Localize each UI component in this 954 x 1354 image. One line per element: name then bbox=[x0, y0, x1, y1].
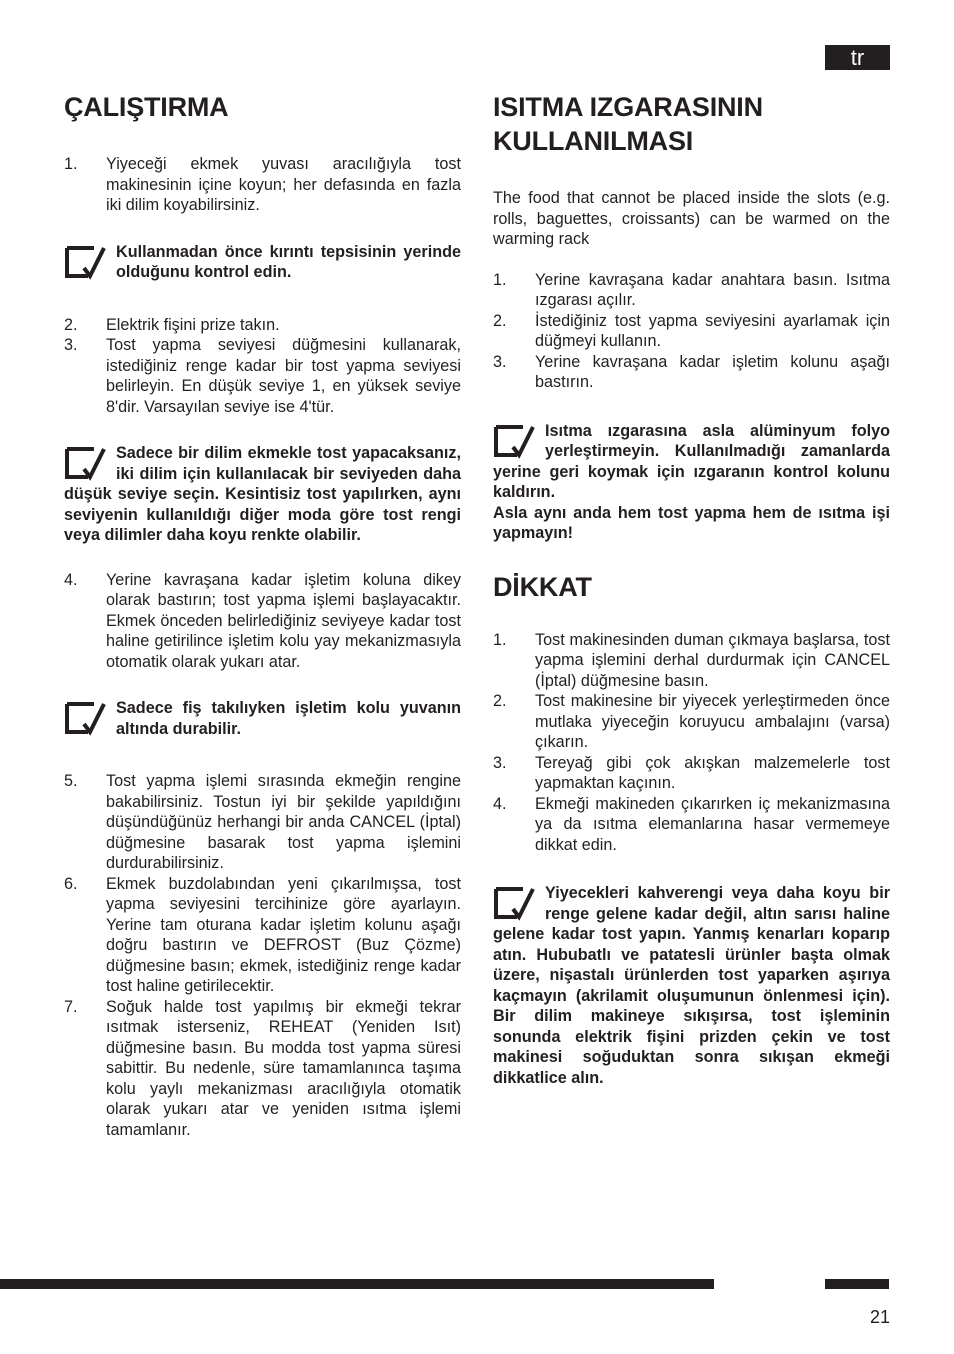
section-title-caution: DİKKAT bbox=[493, 571, 592, 602]
section-title-warming-rack: ISITMA IZGARASININ KULLANILMASI bbox=[493, 92, 763, 156]
checkmark-note-icon bbox=[493, 885, 539, 921]
note-box: Kullanmadan önce kırıntı tepsisinin yerinde olduğunu kontrol edin. bbox=[64, 242, 461, 283]
checkmark-note-icon bbox=[64, 445, 110, 481]
list-item: 2. İstediğiniz tost yapma seviyesini ayarlamak için düğmeyi kullanın. bbox=[493, 311, 890, 350]
rack-steps-list bbox=[493, 270, 890, 393]
list-item: 1. Yerine kavraşana kadar anahtara basın. Isıtma ızgarası açılır. bbox=[493, 270, 890, 309]
footer-rule-right bbox=[825, 1279, 889, 1289]
list-item: 3. Yerine kavraşana kadar işletim kolunu aşağı bastırın. bbox=[493, 352, 890, 391]
left-column bbox=[64, 90, 461, 1140]
list-item: 7. Soğuk halde tost yapılmış bir ekmeği tekrar ısıtmak isterseniz, REHEAT (Yeniden Isıt) düğmesine basın. Bu modda tost yapma süresi sabittir. Bu nedenle, süre tamamlanınca taşıma kolu yaylı mekanizması aracılığıyla otomatik olarak yukarı atar ve yeniden ısıtma işlemi tamamlanır. bbox=[64, 997, 461, 1139]
steps-list-c bbox=[64, 570, 461, 673]
note-box: Yiyecekleri kahverengi veya daha koyu bir renge gelene kadar değil, altın sarısı haline gelene kadar tost yapın. Yanmış kenarları koparıp atın. Hububatlı ve patatesli ürünler başta olmak üzere, nişastalı ürünlerden tost yaparken aşırıya kaçmayın (akrilamit oluşumunun önlenmesi için). Bir dilim makineye sıkışırsa, tost işleminin sonunda elektrik fişini prizden çekin ve tost makinesi soğuduktan sonra sıkışan ekmeği dikkatlice alın. bbox=[493, 884, 890, 1087]
caution-steps-list bbox=[493, 630, 890, 856]
list-item: 5. Tost yapma işlemi sırasında ekmeğin rengine bakabilirsiniz. Tostun iyi bir şekilde yapıldığını düşündüğünüz herhangi bir anda CANCEL (İptal) düğmesine basarak tost yapma işlemini durdurabilirsiniz. bbox=[64, 772, 461, 872]
list-item: 2. Elektrik fişini prize takın. bbox=[64, 315, 280, 334]
note-box: Isıtma ızgarasına asla alüminyum folyo yerleştirmeyin. Kullanılmadığı zamanlarda yerine geri koymak için ızgaranın kontrol kolunu kaldırın. Asla aynı anda hem tost yapma hem de ısıtma işi yapmayın! bbox=[493, 421, 890, 542]
note-box: Sadece bir dilim ekmekle tost yapacaksanız, iki dilim için kullanılacak bir seviyeden daha düşük seviye seçin. Kesintisiz tost yapılırken, aynı seviyenin kullanıldığı diğer moda göre tost rengi veya dilimler daha koyu renkte olabilir. bbox=[64, 444, 461, 544]
list-item: 1. Yiyeceği ekmek yuvası aracılığıyla tost makinesinin içine koyun; her defasında en fazla iki dilim koyabilirsiniz. bbox=[64, 155, 461, 214]
list-item: 3. Tereyağ gibi çok akışkan malzemelerle tost yapmaktan kaçının. bbox=[493, 753, 890, 792]
intro-paragraph: The food that cannot be placed inside the slots (e.g. rolls, baguettes, croissants) can be warmed on the warming rack bbox=[493, 189, 890, 248]
right-column bbox=[493, 90, 890, 1088]
checkmark-note-icon bbox=[64, 244, 110, 280]
checkmark-note-icon bbox=[64, 700, 110, 736]
note-box: Sadece fiş takılıyken işletim kolu yuvanın altında durabilir. bbox=[64, 698, 461, 739]
page-number: 21 bbox=[869, 1307, 890, 1327]
steps-list-b bbox=[64, 315, 461, 418]
steps-list-a bbox=[64, 154, 461, 216]
list-item: 4. Ekmeği makineden çıkarırken iç mekanizmasına ya da ısıtma elemanlarına hasar vermemeye dikkat edin. bbox=[493, 794, 890, 854]
section-title-operation: ÇALIŞTIRMA bbox=[64, 92, 229, 122]
list-item: 2. Tost makinesine bir yiyecek yerleştirmeden önce mutlaka yiyeceğin koruyucu ambalajını (varsa) çıkarın. bbox=[493, 692, 890, 751]
list-item: 4. Yerine kavraşana kadar işletim koluna dikey olarak bastırın; tost yapma işlemi başlayacaktır. Ekmek önceden belirlediğiniz seviyeye kadar tost haline getirilince işletim kolu yay mekanizmasıyla otomatik olarak yukarı atar. bbox=[64, 570, 461, 671]
language-badge: tr bbox=[825, 45, 890, 70]
checkmark-note-icon bbox=[493, 423, 539, 459]
steps-list-d bbox=[64, 771, 461, 1140]
list-item: 1. Tost makinesinden duman çıkmaya başlarsa, tost yapma işlemini derhal durdurmak için CANCEL (İptal) düğmesine basın. bbox=[493, 630, 890, 690]
footer-rule-left bbox=[0, 1279, 714, 1289]
list-item: 3. Tost yapma seviyesi düğmesini kullanarak, istediğiniz renge kadar bir tost yapma seviyesi belirleyin. En düşük seviye 1, en yüksek seviye 8'dir. Varsayılan seviye ise 4'tür. bbox=[64, 336, 461, 416]
list-item: 6. Ekmek buzdolabından yeni çıkarılmışsa, tost yapma seviyesini tercihinize göre ayarlayın. Yerine tam oturana kadar işletim kolunu aşağı doğru bastırın ve DEFROST (Buz Çözme) düğmesine basın; ekmek, istediğiniz renge kadar tost haline getirilecektir. bbox=[64, 874, 461, 995]
